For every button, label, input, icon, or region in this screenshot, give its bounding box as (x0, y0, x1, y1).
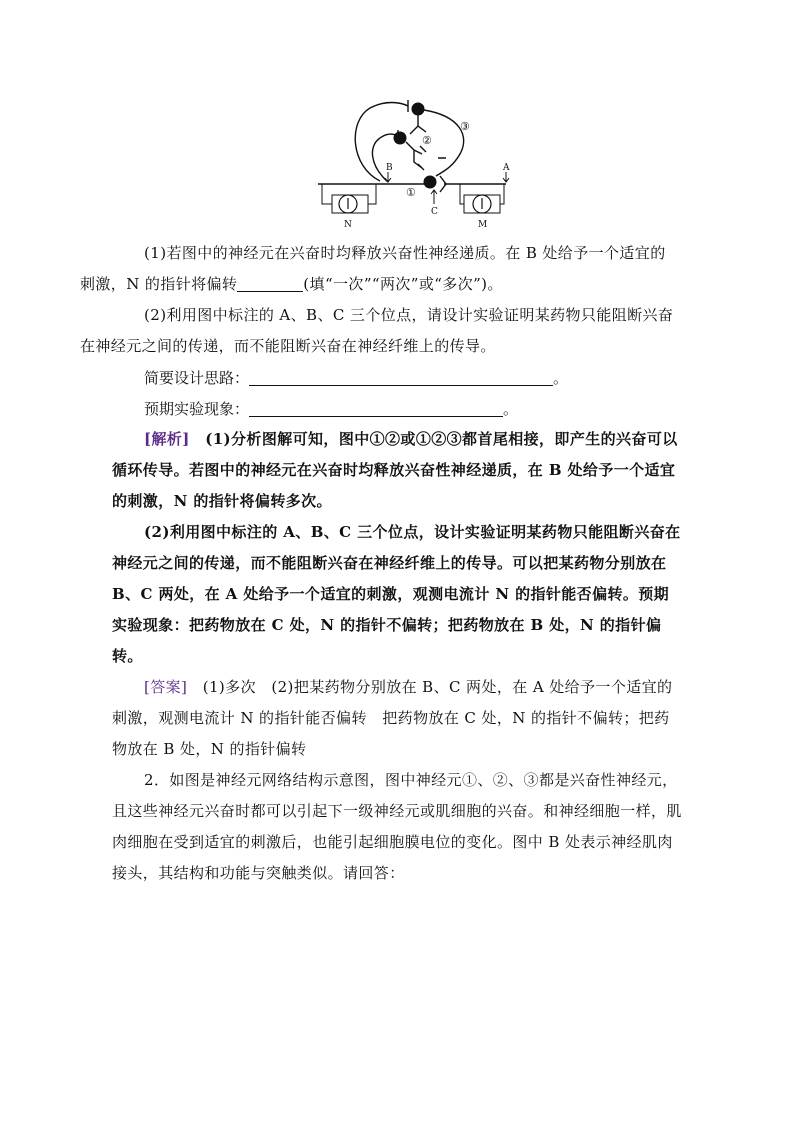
neuron-network-diagram (310, 96, 530, 236)
answer-tag: [答案] (144, 678, 188, 696)
design-idea-blank[interactable] (249, 367, 553, 386)
question-2-line-1: (2)利用图中标注的 A、B、C 三个位点，请设计实验证明某药物只能阻断兴奋 (144, 306, 674, 324)
design-idea-row (144, 363, 568, 394)
neuron-body-top (412, 103, 425, 116)
phenomenon-row (144, 394, 518, 425)
analysis-p1-rest: 以循环传导。若图中的神经元在兴奋时均释放兴奋性神经递质，在 B 处给予一个适宜的刺激，N 的指针将偏转多次。 (112, 430, 678, 510)
axon-loop-inner (372, 134, 398, 182)
arrow-c (431, 190, 437, 204)
analysis-p2: (2)利用图中标注的 A、B、C 三个位点，设计实验证明某药物只能阻断兴奋在神经元之间的传递，而不能阻断兴奋在神经纤维上的传导。可以把某药物分别放在 B、C 两处，在 A 处给予一个适宜的刺激，观测电流计 N 的指针能否偏转。预期实验现象：把药物放在 C 处，N 的指针不偏转；把药物放在 B 处，N 的指针偏转。 (112, 523, 681, 665)
answer-rest: 刺激，观测电流计 N 的指针能否偏转 把药物放在 C 处，N 的指针不偏转；把药物放在 B 处，N 的指针偏转 (112, 709, 670, 758)
phenomenon-blank[interactable] (249, 398, 503, 417)
design-idea-label: 简要设计思路： (144, 369, 250, 387)
phenomenon-label: 预期实验现象： (144, 400, 250, 418)
neuron-body-bottom (424, 176, 437, 189)
synapse-mark (418, 146, 446, 170)
label-n: N (344, 220, 352, 230)
label-circle-2: ② (422, 134, 432, 147)
neuron-network-figure (310, 96, 530, 236)
answer-first: (1)多次 (2)把某药物分别放在 B、C 两处，在 A 处给予一个适宜的 (202, 678, 673, 696)
arrow-a (503, 172, 509, 182)
label-circle-1: ① (406, 186, 416, 199)
question-2-intro (112, 765, 684, 889)
label-circle-3: ③ (460, 120, 470, 133)
label-b: B (386, 163, 393, 173)
question-1-text-c: (填“一次”“两次”或“多次”)。 (303, 275, 503, 293)
analysis-tag: [解析] (144, 430, 190, 448)
axon-connection (410, 115, 426, 134)
analysis-p1-first: (1)分析图解可知，图中①②或①②③都首尾相接，即产生的兴奋可 (205, 430, 663, 448)
axon-connection (406, 142, 422, 168)
label-c: C (431, 207, 438, 217)
label-m: M (478, 220, 488, 230)
question-1 (80, 238, 684, 300)
answer-paragraph (112, 672, 684, 765)
label-a: A (503, 163, 510, 173)
neuron-body-middle (394, 132, 407, 145)
question-1-text-b: 刺激，N 的指针将偏转 (80, 275, 238, 293)
question-2-line-2: 在神经元之间的传递，而不能阻断兴奋在神经纤维上的传导。 (80, 337, 496, 355)
analysis-paragraph-2 (112, 517, 684, 672)
question-1-text-a: (1)若图中的神经元在兴奋时均释放兴奋性神经递质。在 B 处给予一个适宜的 (144, 244, 666, 262)
question-2-intro-text: 2．如图是神经元网络结构示意图，图中神经元①、②、③都是兴奋性神经元，且这些神经元兴奋时都可以引起下一级神经元或肌细胞的兴奋。和神经细胞一样，肌肉细胞在受到适宜的刺激后，也能引起细胞膜电位的变化。图中 B 处表示神经肌肉接头，其结构和功能与突触类似。请回答： (112, 771, 682, 882)
phenomenon-end: 。 (503, 400, 519, 418)
design-idea-end: 。 (553, 369, 569, 387)
question-2 (80, 300, 684, 362)
analysis-paragraph-1 (112, 424, 684, 517)
answer-blank[interactable] (237, 273, 303, 292)
